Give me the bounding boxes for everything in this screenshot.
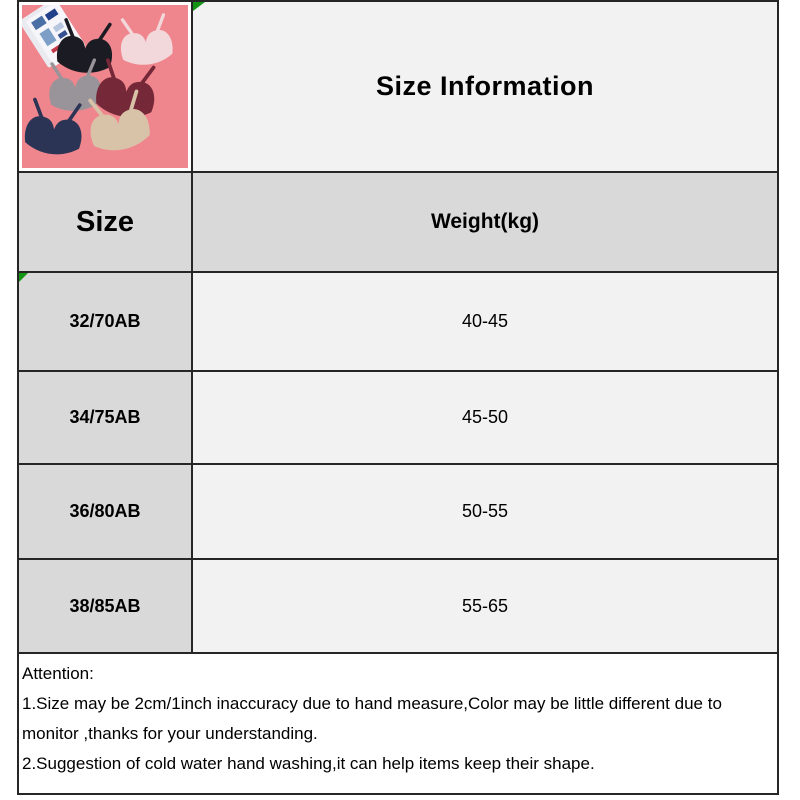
- table-cell-weight: 55-65: [193, 560, 777, 654]
- corner-triangle-icon: [19, 273, 28, 282]
- table-cell-size: [19, 372, 193, 465]
- notes-heading: Attention:: [22, 664, 94, 683]
- column-header-size: Size: [19, 173, 193, 273]
- size-value: 34/75AB: [69, 407, 141, 427]
- note-line: 1.Size may be 2cm/1inch inaccuracy due to hand measure,Color may be little different due to monitor ,thanks for your understanding.: [22, 694, 722, 743]
- table-cell-weight: 40-45: [193, 273, 777, 372]
- table-cell-size: [19, 465, 193, 560]
- size-value: 38/85AB: [69, 595, 141, 616]
- table-cell-weight: 45-50: [193, 372, 777, 465]
- size-value: 32/70AB: [69, 311, 141, 331]
- attention-notes: [19, 654, 777, 793]
- column-header-weight: Weight(kg): [193, 173, 777, 273]
- note-line: 2.Suggestion of cold water hand washing,it can help items keep their shape.: [22, 754, 595, 773]
- product-photo: [22, 5, 188, 168]
- corner-triangle-icon: [193, 2, 205, 11]
- size-value: 36/80AB: [69, 501, 141, 521]
- table-cell-size: [19, 273, 193, 372]
- sheet-title: Size Information: [375, 71, 594, 101]
- table-cell-size: [19, 560, 193, 654]
- sheet-title-cell: [193, 2, 777, 173]
- table-cell-weight: 50-55: [193, 465, 777, 560]
- size-info-sheet: [17, 0, 779, 795]
- product-photo-cell: [19, 2, 193, 173]
